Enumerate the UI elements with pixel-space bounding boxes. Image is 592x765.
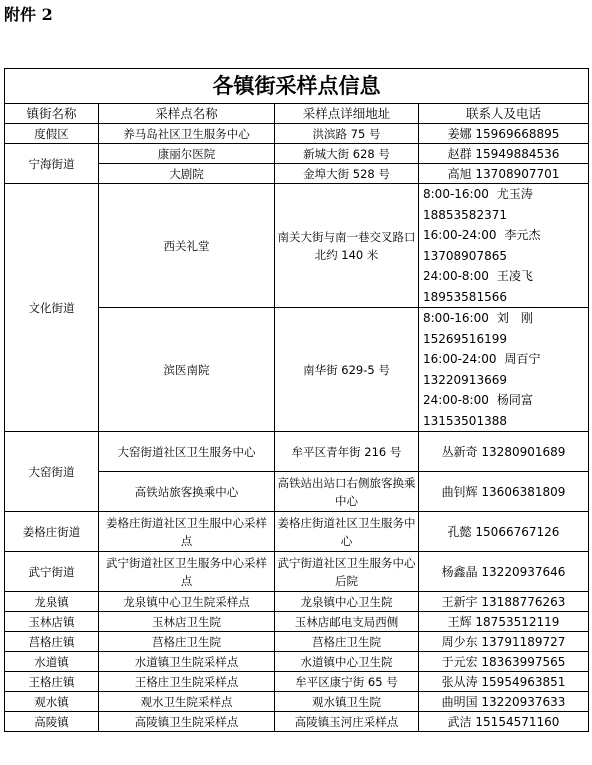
address-cell: 牟平区青年街 216 号 bbox=[275, 432, 419, 472]
shift-phone: 13708907865 bbox=[423, 248, 507, 263]
table-row bbox=[5, 652, 589, 672]
shift-contacts-cell bbox=[419, 308, 589, 432]
table-row bbox=[5, 512, 589, 552]
site-cell: 康丽尔医院 bbox=[99, 144, 275, 164]
district-cell: 高陵镇 bbox=[5, 712, 99, 732]
shift-phone: 18853582371 bbox=[423, 207, 507, 222]
table-row bbox=[5, 552, 589, 592]
table-title: 各镇街采样点信息 bbox=[5, 69, 589, 104]
shift-entry: 16:00-24:00 李元杰 bbox=[423, 228, 541, 242]
district-cell: 玉林店镇 bbox=[5, 612, 99, 632]
shift-entry: 8:00-16:00 刘 刚 bbox=[423, 311, 533, 325]
contact-cell: 王辉 18753512119 bbox=[419, 612, 589, 632]
district-cell: 观水镇 bbox=[5, 692, 99, 712]
header-contact: 联系人及电话 bbox=[419, 104, 589, 124]
address-cell: 南关大街与南一巷交叉路口北约 140 米 bbox=[275, 184, 419, 308]
contact-cell: 周少东 13791189727 bbox=[419, 632, 589, 652]
site-cell: 高陵镇卫生院采样点 bbox=[99, 712, 275, 732]
header-address: 采样点详细地址 bbox=[275, 104, 419, 124]
district-cell: 水道镇 bbox=[5, 652, 99, 672]
district-cell: 文化街道 bbox=[5, 184, 99, 432]
site-cell: 王格庄卫生院采样点 bbox=[99, 672, 275, 692]
site-cell: 高铁站旅客换乘中心 bbox=[99, 472, 275, 512]
district-cell: 大窑街道 bbox=[5, 432, 99, 512]
shift-phone: 15269516199 bbox=[423, 331, 507, 346]
table-row bbox=[5, 692, 589, 712]
address-cell: 龙泉镇中心卫生院 bbox=[275, 592, 419, 612]
header-district: 镇街名称 bbox=[5, 104, 99, 124]
contact-cell: 武洁 15154571160 bbox=[419, 712, 589, 732]
address-cell: 莒格庄卫生院 bbox=[275, 632, 419, 652]
contact-cell: 王新宇 13188776263 bbox=[419, 592, 589, 612]
table-row bbox=[5, 612, 589, 632]
address-cell: 姜格庄街道社区卫生服务中心 bbox=[275, 512, 419, 552]
address-cell: 金埠大街 528 号 bbox=[275, 164, 419, 184]
district-cell: 姜格庄街道 bbox=[5, 512, 99, 552]
contact-cell: 于元宏 18363997565 bbox=[419, 652, 589, 672]
address-cell: 高铁站出站口右侧旅客换乘中心 bbox=[275, 472, 419, 512]
table-row bbox=[5, 432, 589, 472]
site-cell: 养马岛社区卫生服务中心 bbox=[99, 124, 275, 144]
shift-entry: 24:00-8:00 杨同富 bbox=[423, 393, 533, 407]
table-row bbox=[5, 712, 589, 732]
contact-cell: 张从涛 15954963851 bbox=[419, 672, 589, 692]
contact-cell: 高旭 13708907701 bbox=[419, 164, 589, 184]
site-cell: 滨医南院 bbox=[99, 308, 275, 432]
contact-cell: 杨鑫晶 13220937646 bbox=[419, 552, 589, 592]
shift-phone: 13153501388 bbox=[423, 413, 507, 428]
table-row bbox=[5, 672, 589, 692]
site-cell: 武宁街道社区卫生服务中心采样点 bbox=[99, 552, 275, 592]
address-cell: 玉林店邮电支局西侧 bbox=[275, 612, 419, 632]
district-cell: 王格庄镇 bbox=[5, 672, 99, 692]
header-site: 采样点名称 bbox=[99, 104, 275, 124]
attachment-label: 附件 2 bbox=[4, 5, 53, 24]
shift-entry: 8:00-16:00 尤玉涛 bbox=[423, 187, 533, 201]
shift-phone: 13220913669 bbox=[423, 372, 507, 387]
table-row bbox=[5, 124, 589, 144]
address-cell: 水道镇中心卫生院 bbox=[275, 652, 419, 672]
address-cell: 洪滨路 75 号 bbox=[275, 124, 419, 144]
table-row bbox=[5, 632, 589, 652]
contact-cell: 姜娜 15969668895 bbox=[419, 124, 589, 144]
site-cell: 西关礼堂 bbox=[99, 184, 275, 308]
site-cell: 莒格庄卫生院 bbox=[99, 632, 275, 652]
contact-cell: 曲钊辉 13606381809 bbox=[419, 472, 589, 512]
site-cell: 水道镇卫生院采样点 bbox=[99, 652, 275, 672]
address-cell: 牟平区康宁街 65 号 bbox=[275, 672, 419, 692]
site-cell: 玉林店卫生院 bbox=[99, 612, 275, 632]
contact-cell: 曲明国 13220937633 bbox=[419, 692, 589, 712]
district-cell: 宁海街道 bbox=[5, 144, 99, 184]
address-cell: 高陵镇玉河庄采样点 bbox=[275, 712, 419, 732]
shift-entry: 24:00-8:00 王凌飞 bbox=[423, 269, 533, 283]
contact-cell: 丛新奇 13280901689 bbox=[419, 432, 589, 472]
address-cell: 武宁街道社区卫生服务中心后院 bbox=[275, 552, 419, 592]
district-cell: 莒格庄镇 bbox=[5, 632, 99, 652]
site-cell: 龙泉镇中心卫生院采样点 bbox=[99, 592, 275, 612]
contact-cell: 孔懿 15066767126 bbox=[419, 512, 589, 552]
shift-phone: 18953581566 bbox=[423, 289, 507, 304]
site-cell: 姜格庄街道社区卫生服中心采样点 bbox=[99, 512, 275, 552]
site-cell: 观水卫生院采样点 bbox=[99, 692, 275, 712]
table-row bbox=[5, 592, 589, 612]
district-cell: 度假区 bbox=[5, 124, 99, 144]
sampling-sites-table bbox=[4, 68, 589, 732]
address-cell: 新城大街 628 号 bbox=[275, 144, 419, 164]
table-row bbox=[5, 144, 589, 164]
contact-cell: 赵群 15949884536 bbox=[419, 144, 589, 164]
site-cell: 大剧院 bbox=[99, 164, 275, 184]
site-cell: 大窑街道社区卫生服务中心 bbox=[99, 432, 275, 472]
address-cell: 观水镇卫生院 bbox=[275, 692, 419, 712]
shift-entry: 16:00-24:00 周百宁 bbox=[423, 352, 541, 366]
district-cell: 武宁街道 bbox=[5, 552, 99, 592]
district-cell: 龙泉镇 bbox=[5, 592, 99, 612]
shift-contacts-cell bbox=[419, 184, 589, 308]
table-row bbox=[5, 184, 589, 308]
address-cell: 南华街 629-5 号 bbox=[275, 308, 419, 432]
